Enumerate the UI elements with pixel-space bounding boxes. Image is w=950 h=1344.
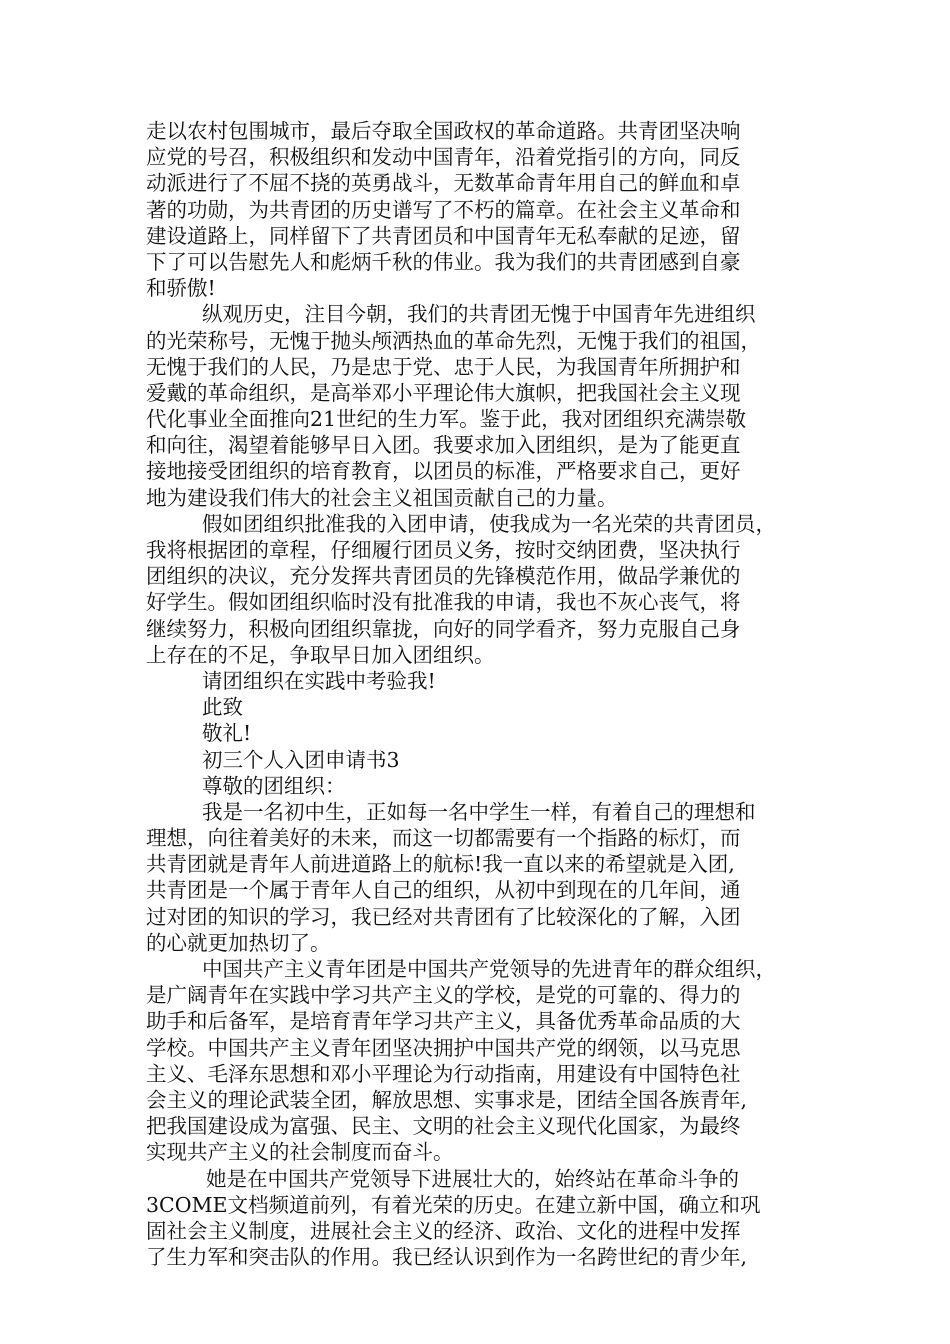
text-line: 了生力军和突击队的作用。我已经认识到作为一名跨世纪的青少年, <box>146 1245 748 1270</box>
text-line: 建设道路上，同样留下了共青团员和中国青年无私奉献的足迹，留 <box>146 223 741 248</box>
salutation-line: 此致 <box>202 695 243 720</box>
text-line: 无愧于我们的人民，乃是忠于党、忠于人民，为我国青年所拥护和 <box>146 354 741 379</box>
text-line: 团组织的决议，充分发挥共青团员的先锋模范作用，做品学兼优的 <box>146 564 741 589</box>
text-line: 理想，向往着美好的未来，而这一切都需要有一个指路的标灯，而 <box>146 826 741 851</box>
text-line: 主义、毛泽东思想和邓小平理论为行动指南，用建设有中国特色社 <box>146 1061 741 1086</box>
paragraph-first-line: 她是在中国共产党领导下进展壮大的，始终站在革命斗争的 <box>206 1166 739 1191</box>
text-line: 的心就更加热切了。 <box>146 930 331 955</box>
text-line: 上存在的不足，争取早日加入团组织。 <box>146 642 495 667</box>
greeting-line: 尊敬的团组织： <box>202 773 346 798</box>
paragraph-first-line: 纵观历史，注目今朝，我们的共青团无愧于中国青年先进组织 <box>202 302 756 327</box>
text-line: 共青团是一个属于青年人自己的组织，从初中到现在的几年间，通 <box>146 878 741 903</box>
paragraph-first-line: 假如团组织批准我的入团申请，使我成为一名光荣的共青团员， <box>202 511 776 536</box>
text-line: 地为建设我们伟大的社会主义祖国贡献自己的力量。 <box>146 485 618 510</box>
text-line: 下了可以告慰先人和彪炳千秋的伟业。我为我们的共青团感到自豪 <box>146 249 741 274</box>
text-line: 和骄傲! <box>146 276 216 301</box>
text-line: 接地接受团组织的培育教育，以团员的标准，严格要求自己，更好 <box>146 459 741 484</box>
text-line: 的光荣称号，无愧于抛头颅洒热血的革命先烈，无愧于我们的祖国， <box>146 328 761 353</box>
text-line: 过对团的知识的学习，我已经对共青团有了比较深化的了解，入团 <box>146 904 741 929</box>
text-line: 继续努力，积极向团组织靠拢，向好的同学看齐，努力克服自己身 <box>146 616 741 641</box>
document-body <box>146 118 822 1270</box>
text-line: 代化事业全面推向21世纪的生力军。鉴于此，我对团组织充满崇敬 <box>146 407 747 432</box>
text-line: 助手和后备军，是培育青年学习共产主义，具备优秀革命品质的大 <box>146 1009 741 1034</box>
text-line: 爱戴的革命组织，是高举邓小平理论伟大旗帜，把我国社会主义现 <box>146 380 741 405</box>
text-line: 著的功勋，为共青团的历史谱写了不朽的篇章。在社会主义革命和 <box>146 197 741 222</box>
section-heading: 初三个人入团申请书3 <box>202 747 400 772</box>
salutation-line: 敬礼! <box>202 721 252 746</box>
text-line: 好学生。假如团组织临时没有批准我的申请，我也不灰心丧气，将 <box>146 590 741 615</box>
text-line: 应党的号召，积极组织和发动中国青年，沿着党指引的方向，同反 <box>146 145 741 170</box>
closing-line: 请团组织在实践中考验我! <box>202 668 436 693</box>
text-line: 固社会主义制度，进展社会主义的经济、政治、文化的进程中发挥 <box>146 1218 741 1243</box>
text-line: 走以农村包围城市，最后夺取全国政权的革命道路。共青团坚决响 <box>146 119 741 143</box>
text-line: 实现共产主义的社会制度而奋斗。 <box>146 1140 454 1165</box>
text-line: 3COME文档频道前列，有着光荣的历史。在建立新中国，确立和巩 <box>146 1192 761 1217</box>
text-line: 把我国建设成为富强、民主、文明的社会主义现代化国家，为最终 <box>146 1114 741 1139</box>
text-line: 和向往，渴望着能够早日入团。我要求加入团组织，是为了能更直 <box>146 433 741 458</box>
text-line: 共青团就是青年人前进道路上的航标!我一直以来的希望就是入团, <box>146 852 735 877</box>
text-line: 学校。中国共产主义青年团坚决拥护中国共产党的纲领，以马克思 <box>146 1035 741 1060</box>
paragraph-first-line: 我是一名初中生，正如每一名中学生一样，有着自己的理想和 <box>202 799 756 824</box>
paragraph-first-line: 中国共产主义青年团是中国共产党领导的先进青年的群众组织， <box>202 957 776 981</box>
text-line: 动派进行了不屈不挠的英勇战斗，无数革命青年用自己的鲜血和卓 <box>146 171 741 196</box>
text-line: 会主义的理论武装全团，解放思想、实事求是，团结全国各族青年, <box>146 1087 748 1112</box>
text-line: 是广阔青年在实践中学习共产主义的学校，是党的可靠的、得力的 <box>146 983 741 1008</box>
text-line: 我将根据团的章程，仔细履行团员义务，按时交纳团费，坚决执行 <box>146 538 741 562</box>
